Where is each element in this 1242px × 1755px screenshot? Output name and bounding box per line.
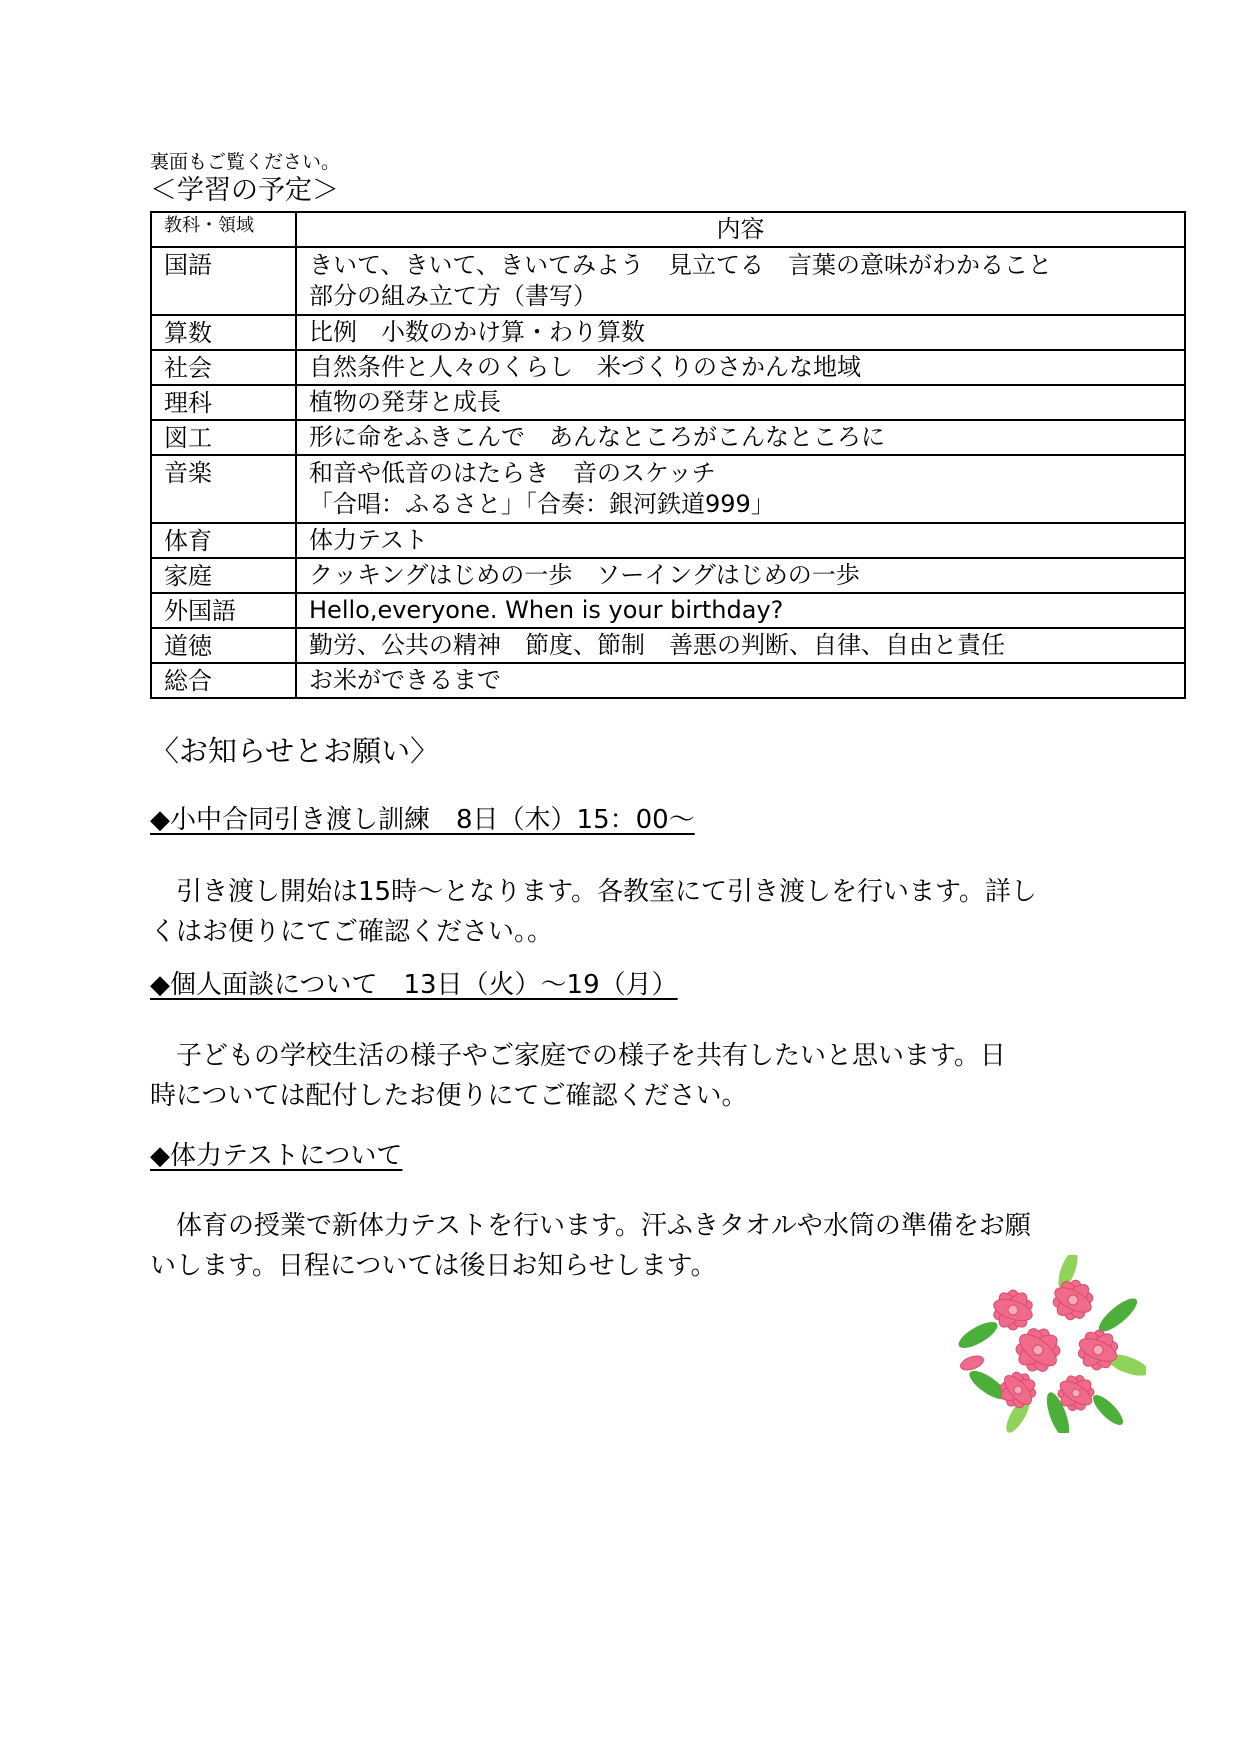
- notice-body-handover-drill: [150, 872, 1090, 952]
- subject-cell: 算数: [151, 315, 296, 350]
- paragraph-line: 時については配付したお便りにてご確認ください。: [150, 1081, 748, 1111]
- subject-cell: 国語: [151, 247, 296, 315]
- table-row: [151, 558, 1185, 593]
- paragraph-line: 子どもの学校生活の様子やご家庭での様子を共有したいと思います。日: [150, 1041, 1006, 1071]
- paragraph-line: いします。日程については後日お知らせします。: [150, 1251, 717, 1281]
- table-row: [151, 420, 1185, 455]
- table-row: [151, 315, 1185, 350]
- content-cell: 形に命をふきこんで あんなところがこんなところに: [296, 420, 1185, 455]
- table-row: [151, 663, 1185, 698]
- notice-body-fitness-test: [150, 1206, 1090, 1286]
- notice-body-interview: [150, 1036, 1090, 1116]
- notice-heading-handover-drill: ◆小中合同引き渡し訓練 8日（木）15：00～: [150, 805, 695, 835]
- content-line: 「合唱：ふるさと」「合奏：銀河鉄道999」: [309, 490, 775, 518]
- header-content: 内容: [296, 212, 1185, 247]
- subject-cell: 総合: [151, 663, 296, 698]
- schedule-title: ＜学習の予定＞: [150, 175, 339, 206]
- subject-cell: 音楽: [151, 455, 296, 523]
- content-cell: 植物の発芽と成長: [296, 385, 1185, 420]
- content-cell: 体力テスト: [296, 523, 1185, 558]
- paragraph-line: くはお便りにてご確認ください。。: [150, 917, 554, 947]
- content-cell: 勤労、公共の精神 節度、節制 善悪の判断、自律、自由と責任: [296, 628, 1185, 663]
- notice-heading-fitness-test: ◆体力テストについて: [150, 1141, 403, 1171]
- notices-title: 〈お知らせとお願い〉: [150, 734, 440, 768]
- subject-cell: 家庭: [151, 558, 296, 593]
- content-cell: 比例 小数のかけ算・わり算数: [296, 315, 1185, 350]
- content-cell: [296, 247, 1185, 315]
- subject-cell: 社会: [151, 350, 296, 385]
- table-row: [151, 593, 1185, 628]
- schedule-table: [150, 211, 1186, 699]
- content-cell: Hello,everyone. When is your birthday?: [296, 593, 1185, 628]
- paragraph-line: 引き渡し開始は15時～となります。各教室にて引き渡しを行います。詳し: [150, 877, 1037, 907]
- content-line: 和音や低音のはたらき 音のスケッチ: [309, 459, 716, 487]
- azalea-flower-icon: [958, 1255, 1146, 1433]
- content-cell: お米ができるまで: [296, 663, 1185, 698]
- content-line: きいて、きいて、きいてみよう 見立てる 言葉の意味がわかること: [309, 251, 1053, 279]
- content-line: 部分の組み立て方（書写）: [309, 282, 597, 310]
- header-subject: 教科・領域: [151, 212, 296, 247]
- table-row: [151, 385, 1185, 420]
- table-header-row: [151, 212, 1185, 247]
- subject-cell: 体育: [151, 523, 296, 558]
- table-row: [151, 455, 1185, 523]
- content-cell: クッキングはじめの一歩 ソーイングはじめの一歩: [296, 558, 1185, 593]
- content-cell: [296, 455, 1185, 523]
- table-row: [151, 628, 1185, 663]
- subject-cell: 理科: [151, 385, 296, 420]
- table-row: [151, 247, 1185, 315]
- table-row: [151, 523, 1185, 558]
- content-cell: 自然条件と人々のくらし 米づくりのさかんな地域: [296, 350, 1185, 385]
- subject-cell: 外国語: [151, 593, 296, 628]
- paragraph-line: 体育の授業で新体力テストを行います。汗ふきタオルや水筒の準備をお願: [150, 1211, 1031, 1241]
- subject-cell: 道徳: [151, 628, 296, 663]
- notice-back: 裏面もご覧ください。: [150, 151, 341, 173]
- blossoms: [959, 1278, 1120, 1413]
- table-row: [151, 350, 1185, 385]
- subject-cell: 図工: [151, 420, 296, 455]
- notice-heading-interview: ◆個人面談について 13日（火）～19（月）: [150, 970, 678, 1000]
